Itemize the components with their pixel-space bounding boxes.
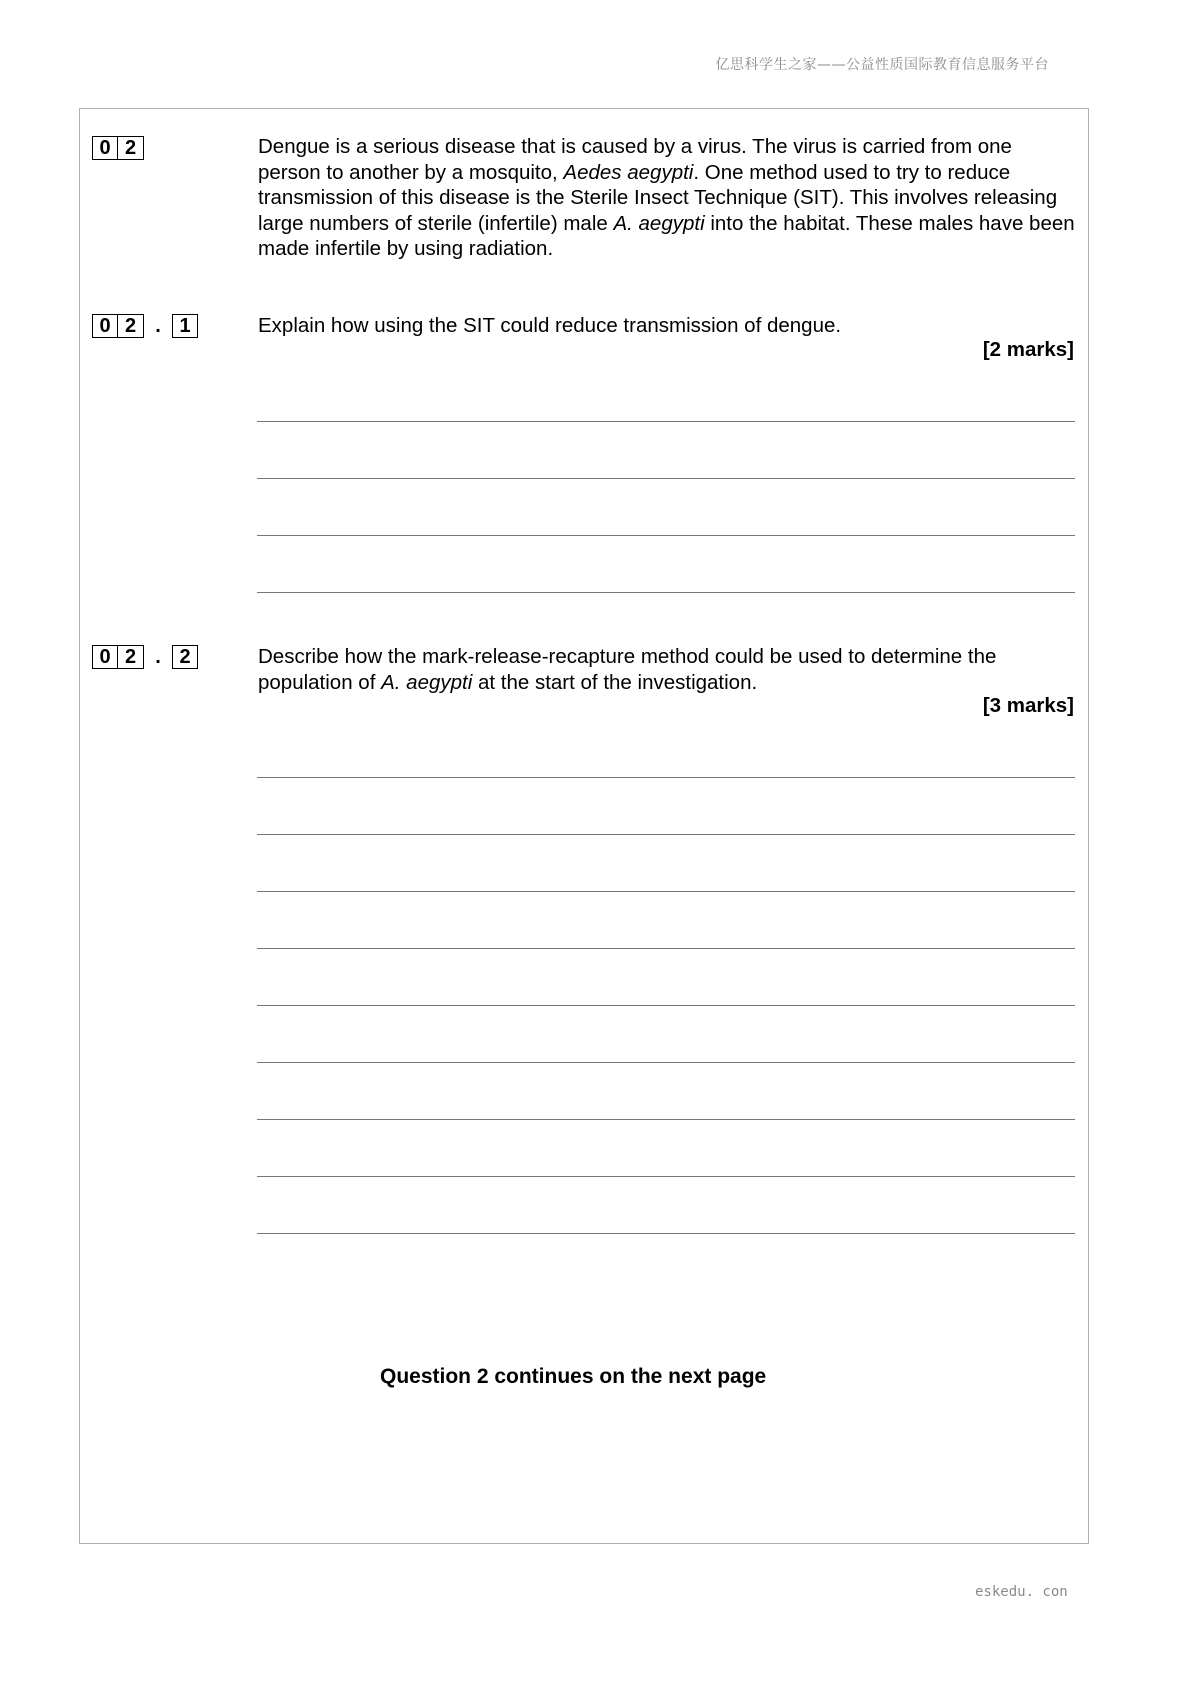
answer-line[interactable] [257,834,1075,835]
subquestion-text: at the start of the investigation. [472,670,758,694]
question-intro [258,134,1078,262]
answer-line[interactable] [257,1005,1075,1006]
subquestion-dot: . [155,314,161,337]
answer-line[interactable] [257,421,1075,422]
continue-notice: Question 2 continues on the next page [380,1365,767,1388]
subquestion-text-1: Explain how using the SIT could reduce transmission of dengue. [258,314,842,337]
subquestion-digit: 0 [92,645,118,669]
intro-text: . One method used to try to reduce transmission of this disease is the Sterile Insect Technique (SIT). This involves releasing large numbers of sterile (infertile) male [258,160,1058,235]
answer-line[interactable] [257,478,1075,479]
subquestion-text: Describe how the mark-release-recapture method could be used to determine the population of [258,645,997,694]
answer-line[interactable] [257,1176,1075,1177]
answer-line[interactable] [257,592,1075,593]
question-digit: 2 [118,136,144,160]
subquestion-sub: 2 [172,645,198,669]
subquestion-sub: 1 [172,314,198,338]
subquestion-text-2 [258,644,1078,695]
species-name: A. aegypti [613,211,705,235]
subquestion-number-1 [92,314,198,338]
subquestion-digit: 2 [118,645,144,669]
intro-text: into the habitat. These males have been made infertile by using radiation. [258,211,1075,260]
intro-text: Dengue is a serious disease that is caused by a virus. The virus is carried from one person to another by a mosquito, [258,135,1012,184]
subquestion-number-2 [92,645,198,669]
answer-line[interactable] [257,1062,1075,1063]
answer-line[interactable] [257,948,1075,949]
answer-line[interactable] [257,1233,1075,1234]
watermark-top: 亿思科学生之家——公益性质国际教育信息服务平台 [715,57,1049,73]
answer-line[interactable] [257,1119,1075,1120]
answer-line[interactable] [257,535,1075,536]
marks-label-1: [2 marks] [982,338,1074,361]
species-name: A. aegypti [381,670,473,694]
watermark-bottom: eskedu. con [975,1584,1068,1600]
question-number [92,136,144,160]
question-digit: 0 [92,136,118,160]
subquestion-dot: . [155,645,161,668]
answer-line[interactable] [257,891,1075,892]
subquestion-digit: 2 [118,314,144,338]
species-name: Aedes aegypti [563,160,694,184]
answer-line[interactable] [257,777,1075,778]
subquestion-digit: 0 [92,314,118,338]
marks-label-2: [3 marks] [982,694,1074,717]
